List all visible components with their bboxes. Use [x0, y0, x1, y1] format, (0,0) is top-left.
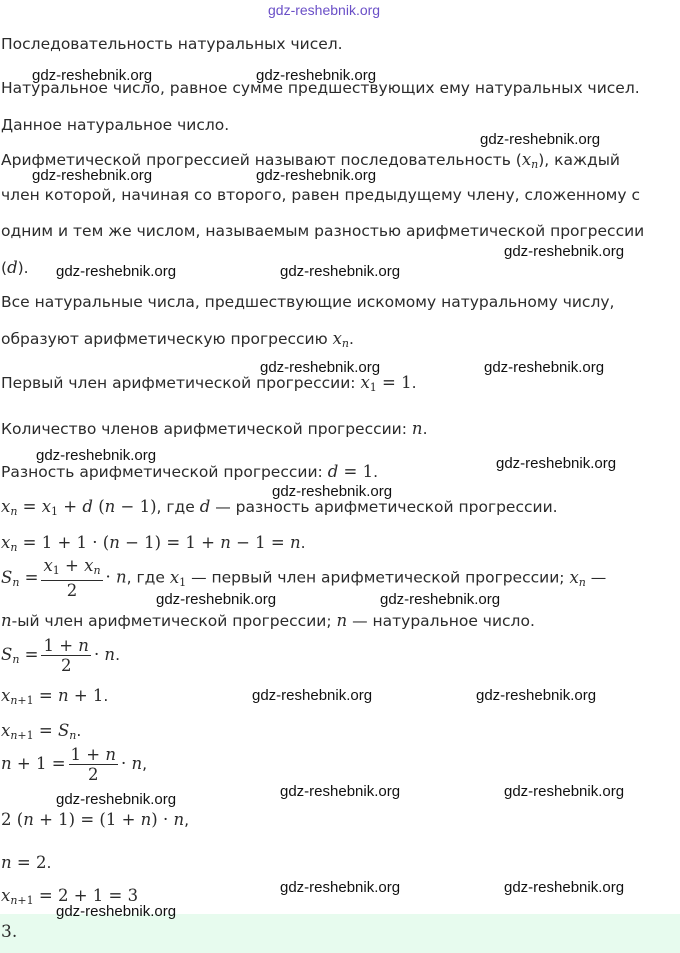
watermark: gdz-reshebnik.org — [156, 591, 277, 608]
watermark: gdz-reshebnik.org — [496, 455, 617, 472]
watermark: gdz-reshebnik.org — [32, 67, 153, 84]
formula-sum-n: $S_n$ = $\frac{1 + n}{2}$ · n. — [1, 636, 120, 675]
line-natural-number: Натуральное число, равное сумме предшествующих ему натуральных чисел. — [1, 79, 640, 97]
watermark: gdz-reshebnik.org — [56, 263, 177, 280]
line-definition-2: член которой, начиная со второго, равен предыдущему члену, сложенному с — [1, 186, 640, 204]
formula-next-equals-sum: $x_{n+1} = S_n$. — [1, 721, 82, 742]
line-definition-1: Арифметической прогрессией называют последовательность $(x_n)$, каждый — [1, 150, 621, 171]
line-given-number: Данное натуральное число. — [1, 116, 230, 134]
formula-general-term: $x_n = x_1 + d$ (n − 1), где d — разность арифметической прогрессии. — [1, 497, 558, 518]
answer-value: 3. — [1, 922, 18, 942]
watermark: gdz-reshebnik.org — [56, 903, 177, 920]
formula-sum: $S_n$ = $\frac{x_1 + x_n}{2}$ · n, где $x_1$ — первый член арифметической прогрессии; $x_n$ — — [1, 556, 607, 600]
watermark: gdz-reshebnik.org — [280, 879, 401, 896]
watermark: gdz-reshebnik.org — [280, 783, 401, 800]
watermark: gdz-reshebnik.org — [380, 591, 501, 608]
formula-equation: n + 1 = $\frac{1 + n}{2}$ · n, — [1, 745, 148, 784]
line-nth-term: n-ый член арифметической прогрессии; n — натуральное число. — [1, 611, 535, 630]
watermark: gdz-reshebnik.org — [504, 783, 625, 800]
line-definition-4: (d). — [1, 258, 29, 277]
formula-next-term: $x_{n+1} = n + 1$. — [1, 686, 109, 707]
line-first-term: Первый член арифметической прогрессии: $x_1 = 1$. — [1, 373, 417, 394]
formula-substitution: $x_n = 1 + 1 \cdot (n - 1) = 1 + n - 1 = n$. — [1, 533, 306, 554]
line-sequence: Последовательность натуральных чисел. — [1, 35, 343, 53]
watermark: gdz-reshebnik.org — [256, 167, 377, 184]
line-all-numbers: Все натуральные числа, предшествующие искомому натуральному числу, — [1, 293, 615, 311]
formula-multiplied: 2 (n + 1) = (1 + n) · n, — [1, 810, 190, 829]
line-difference: Разность арифметической прогрессии: d = 1. — [1, 462, 379, 481]
watermark: gdz-reshebnik.org — [280, 263, 401, 280]
formula-n-value: n = 2. — [1, 853, 52, 872]
watermark: gdz-reshebnik.org — [476, 687, 597, 704]
watermark: gdz-reshebnik.org — [272, 483, 393, 500]
line-term-count: Количество членов арифметической прогрессии: n. — [1, 419, 428, 438]
watermark: gdz-reshebnik.org — [56, 791, 177, 808]
watermark: gdz-reshebnik.org — [504, 243, 625, 260]
watermark: gdz-reshebnik.org — [32, 167, 153, 184]
formula-result: $x_{n+1} = 2 + 1 = 3$ — [1, 886, 139, 907]
watermark: gdz-reshebnik.org — [484, 359, 605, 376]
watermark: gdz-reshebnik.org — [260, 359, 381, 376]
line-form-progression: образуют арифметическую прогрессию $x_n$. — [1, 329, 354, 350]
watermark: gdz-reshebnik.org — [36, 447, 157, 464]
watermark[interactable]: gdz-reshebnik.org — [268, 2, 381, 18]
watermark: gdz-reshebnik.org — [252, 687, 373, 704]
line-definition-3: одним и тем же числом, называемым разностью арифметической прогрессии — [1, 222, 645, 240]
watermark: gdz-reshebnik.org — [256, 67, 377, 84]
watermark: gdz-reshebnik.org — [480, 131, 601, 148]
watermark: gdz-reshebnik.org — [504, 879, 625, 896]
